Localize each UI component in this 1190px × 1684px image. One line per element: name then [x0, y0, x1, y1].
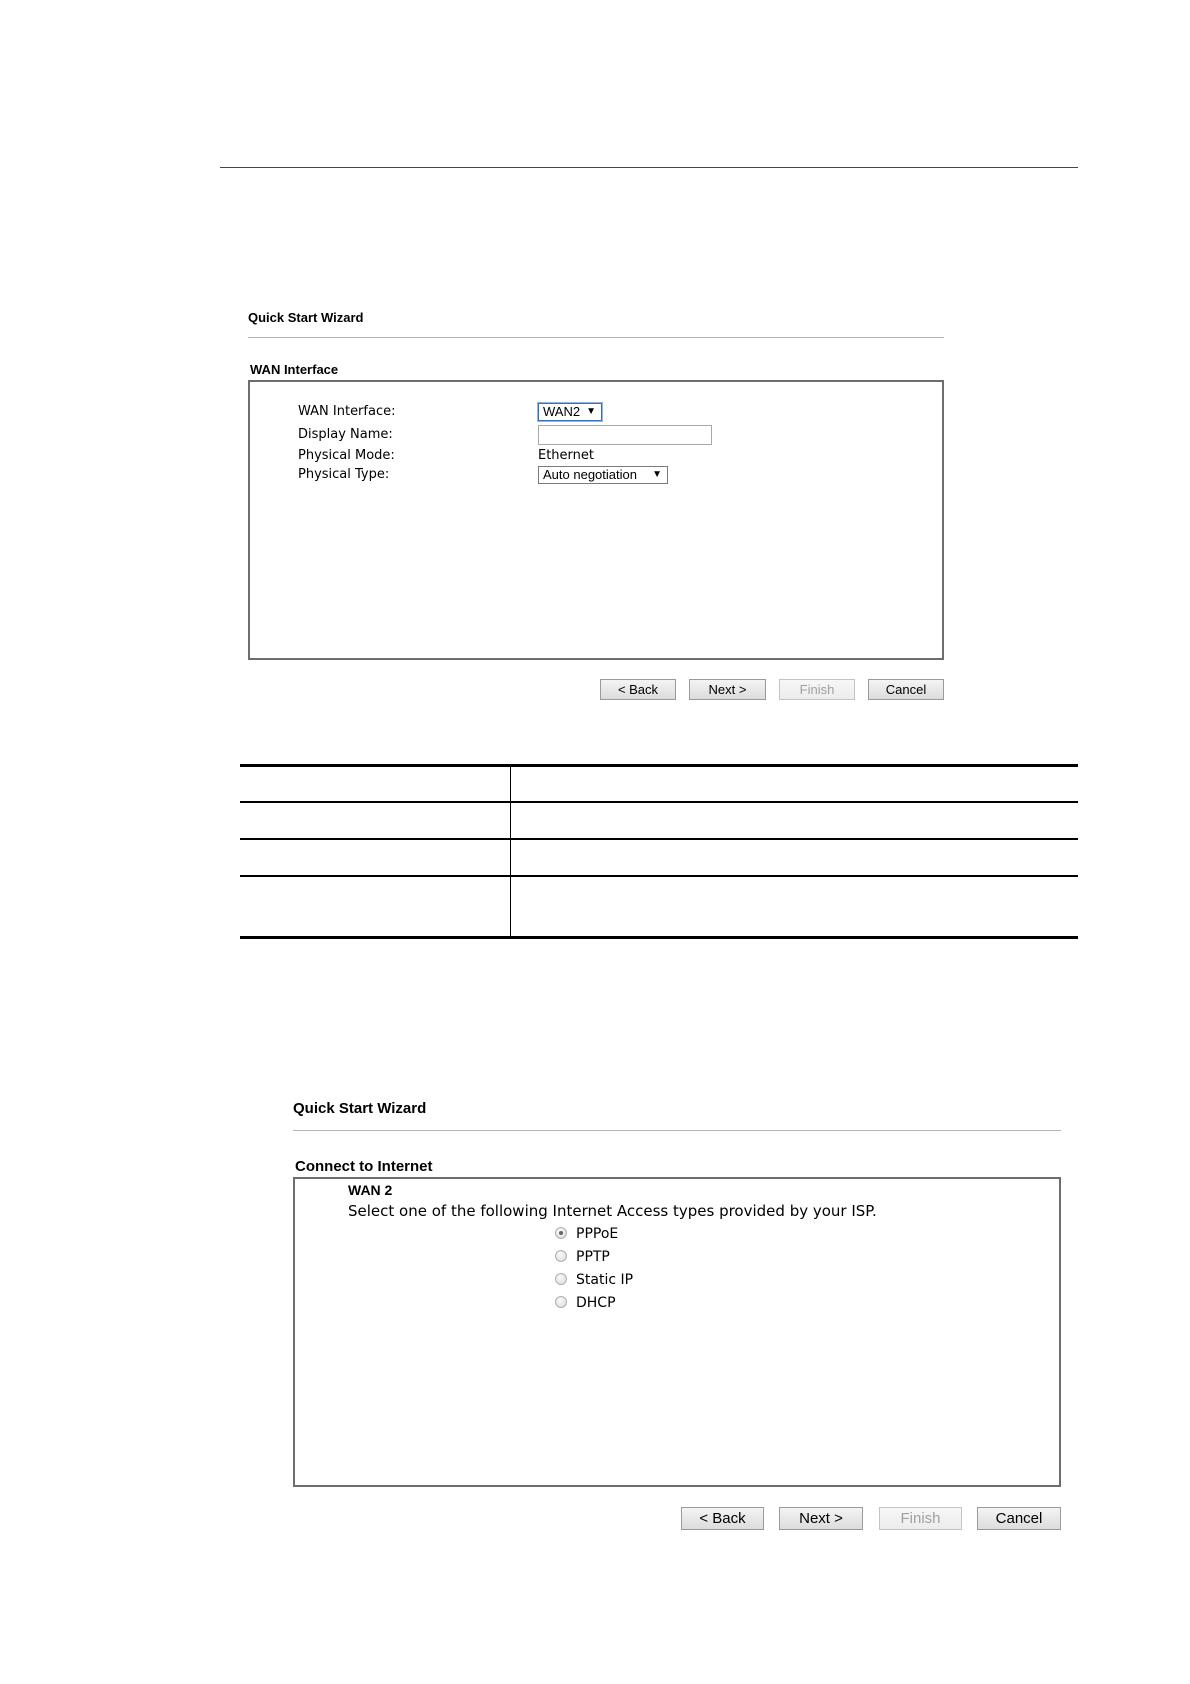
table-row-divider — [240, 838, 1078, 840]
back-button[interactable]: < Back — [600, 679, 676, 700]
page-header-rule — [220, 167, 1078, 168]
physical-type-value: Auto negotiation — [543, 467, 637, 482]
back-button[interactable]: < Back — [681, 1507, 764, 1530]
static-ip-label: Static IP — [576, 1272, 634, 1288]
display-name-label: Display Name: — [298, 427, 393, 442]
wan-interface-select[interactable] — [538, 403, 602, 421]
chevron-down-icon: ▼ — [652, 469, 662, 480]
instruction-text: Select one of the following Internet Access types provided by your ISP. — [348, 1202, 877, 1220]
wan-interface-value: WAN2 — [543, 404, 581, 419]
pppoe-radio[interactable] — [555, 1227, 567, 1239]
display-name-input[interactable] — [538, 425, 712, 445]
pptp-radio[interactable] — [555, 1250, 567, 1262]
wizard-title-rule — [293, 1130, 1061, 1131]
connect-internet-panel — [293, 1177, 1061, 1487]
quick-start-wizard-wan-interface — [248, 310, 944, 700]
cancel-button[interactable]: Cancel — [868, 679, 944, 700]
wan-interface-panel — [248, 380, 944, 660]
table-column-divider — [510, 764, 511, 938]
wizard-title: Quick Start Wizard — [248, 310, 364, 325]
table-row-divider — [240, 801, 1078, 803]
section-title: WAN Interface — [250, 362, 339, 377]
finish-button[interactable]: Finish — [879, 1507, 962, 1530]
physical-type-select[interactable] — [538, 466, 668, 484]
next-button[interactable]: Next > — [689, 679, 766, 700]
physical-mode-value: Ethernet — [538, 448, 594, 463]
section-title: Connect to Internet — [295, 1158, 433, 1175]
wizard-title: Quick Start Wizard — [293, 1100, 427, 1117]
physical-mode-label: Physical Mode: — [298, 448, 395, 463]
dhcp-label: DHCP — [576, 1295, 616, 1311]
wan-label: WAN 2 — [348, 1182, 393, 1198]
chevron-down-icon: ▼ — [586, 406, 596, 417]
table-top-border — [240, 764, 1078, 767]
table-row-divider — [240, 875, 1078, 877]
pptp-label: PPTP — [576, 1249, 610, 1265]
static-ip-radio[interactable] — [555, 1273, 567, 1285]
next-button[interactable]: Next > — [779, 1507, 863, 1530]
dhcp-radio[interactable] — [555, 1296, 567, 1308]
wizard-title-rule — [248, 337, 944, 338]
finish-button[interactable]: Finish — [779, 679, 855, 700]
pppoe-label: PPPoE — [576, 1226, 619, 1242]
cancel-button[interactable]: Cancel — [977, 1507, 1061, 1530]
physical-type-label: Physical Type: — [298, 467, 390, 482]
wan-interface-label: WAN Interface: — [298, 404, 396, 419]
quick-start-wizard-connect-internet — [293, 1100, 1061, 1530]
table-bottom-border — [240, 936, 1078, 939]
